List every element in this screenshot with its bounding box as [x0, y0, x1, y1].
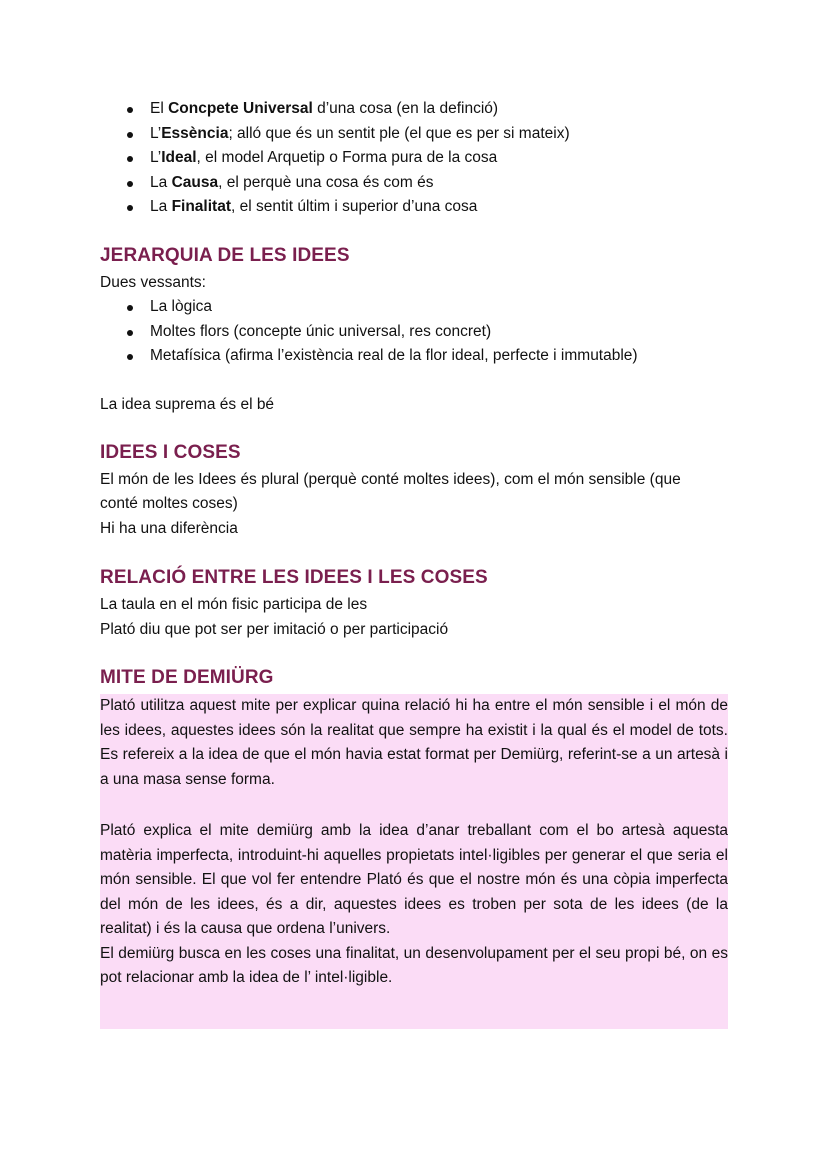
- list-item: La Finalitat, el sentit últim i superior d’una cosa: [100, 195, 740, 220]
- paragraph-line: conté moltes coses): [100, 495, 238, 512]
- list-item: Moltes flors (concepte únic universal, res concret): [100, 320, 740, 345]
- section-heading-demiurg: MITE DE DEMIÜRG: [100, 667, 274, 688]
- paragraph-line: Hi ha una diferència: [100, 520, 238, 537]
- jerarquia-note: La idea suprema és el bé: [100, 396, 275, 413]
- demiurg-paragraph-3: El demiürg busca en les coses una finalitat, un desenvolupament per el seu propi bé, on es pot relacionar amb la idea de l’ intel·ligible.: [100, 944, 728, 986]
- paragraph-line: Plató diu que pot ser per imitació o per participació: [100, 621, 449, 638]
- list-item: El Concpete Universal d’una cosa (en la definció): [100, 97, 740, 122]
- highlighted-text-block: [100, 694, 728, 1029]
- intro-bullet-list: [100, 97, 740, 220]
- list-item: L’Essència; alló que és un sentit ple (el que es per si mateix): [100, 122, 740, 147]
- jerarquia-list: [100, 295, 740, 369]
- paragraph-line: El món de les Idees és plural (perquè conté moltes idees), com el món sensible (que: [100, 471, 681, 488]
- jerarquia-intro: Dues vessants:: [100, 274, 206, 291]
- list-item: Metafísica (afirma l’existència real de la flor ideal, perfecte i immutable): [100, 344, 740, 369]
- list-item: La lògica: [100, 295, 740, 320]
- list-item: L’Ideal, el model Arquetip o Forma pura de la cosa: [100, 146, 740, 171]
- section-heading-idees-coses: IDEES I COSES: [100, 442, 241, 463]
- demiurg-paragraph-2: Plató explica el mite demiürg amb la idea d’anar treballant com el bo artesà aquesta matèria imperfecta, introduint-hi aquelles propietats intel·ligibles per generar el que seria el món sensible. El que vol fer entendre Plató és que el nostre món és una còpia imperfecta del món de les idees, és a dir, aquestes idees es troben per sota de les idees (de la realitat) i és la causa que ordena l’univers.: [100, 822, 728, 937]
- section-heading-jerarquia: JERARQUIA DE LES IDEES: [100, 245, 350, 266]
- list-item: La Causa, el perquè una cosa és com és: [100, 171, 740, 196]
- demiurg-paragraph-1: Plató utilitza aquest mite per explicar quina relació hi ha entre el món sensible i el món de les idees, aquestes idees són la realitat que sempre ha existit i la qual és el model de tots. Es refereix a la idea de que el món havia estat format per Demiürg, referint-se a un artesà i a una masa sense forma.: [100, 697, 728, 788]
- paragraph-line: La taula en el món fisic participa de les: [100, 596, 368, 613]
- section-heading-relacio: RELACIÓ ENTRE LES IDEES I LES COSES: [100, 567, 488, 588]
